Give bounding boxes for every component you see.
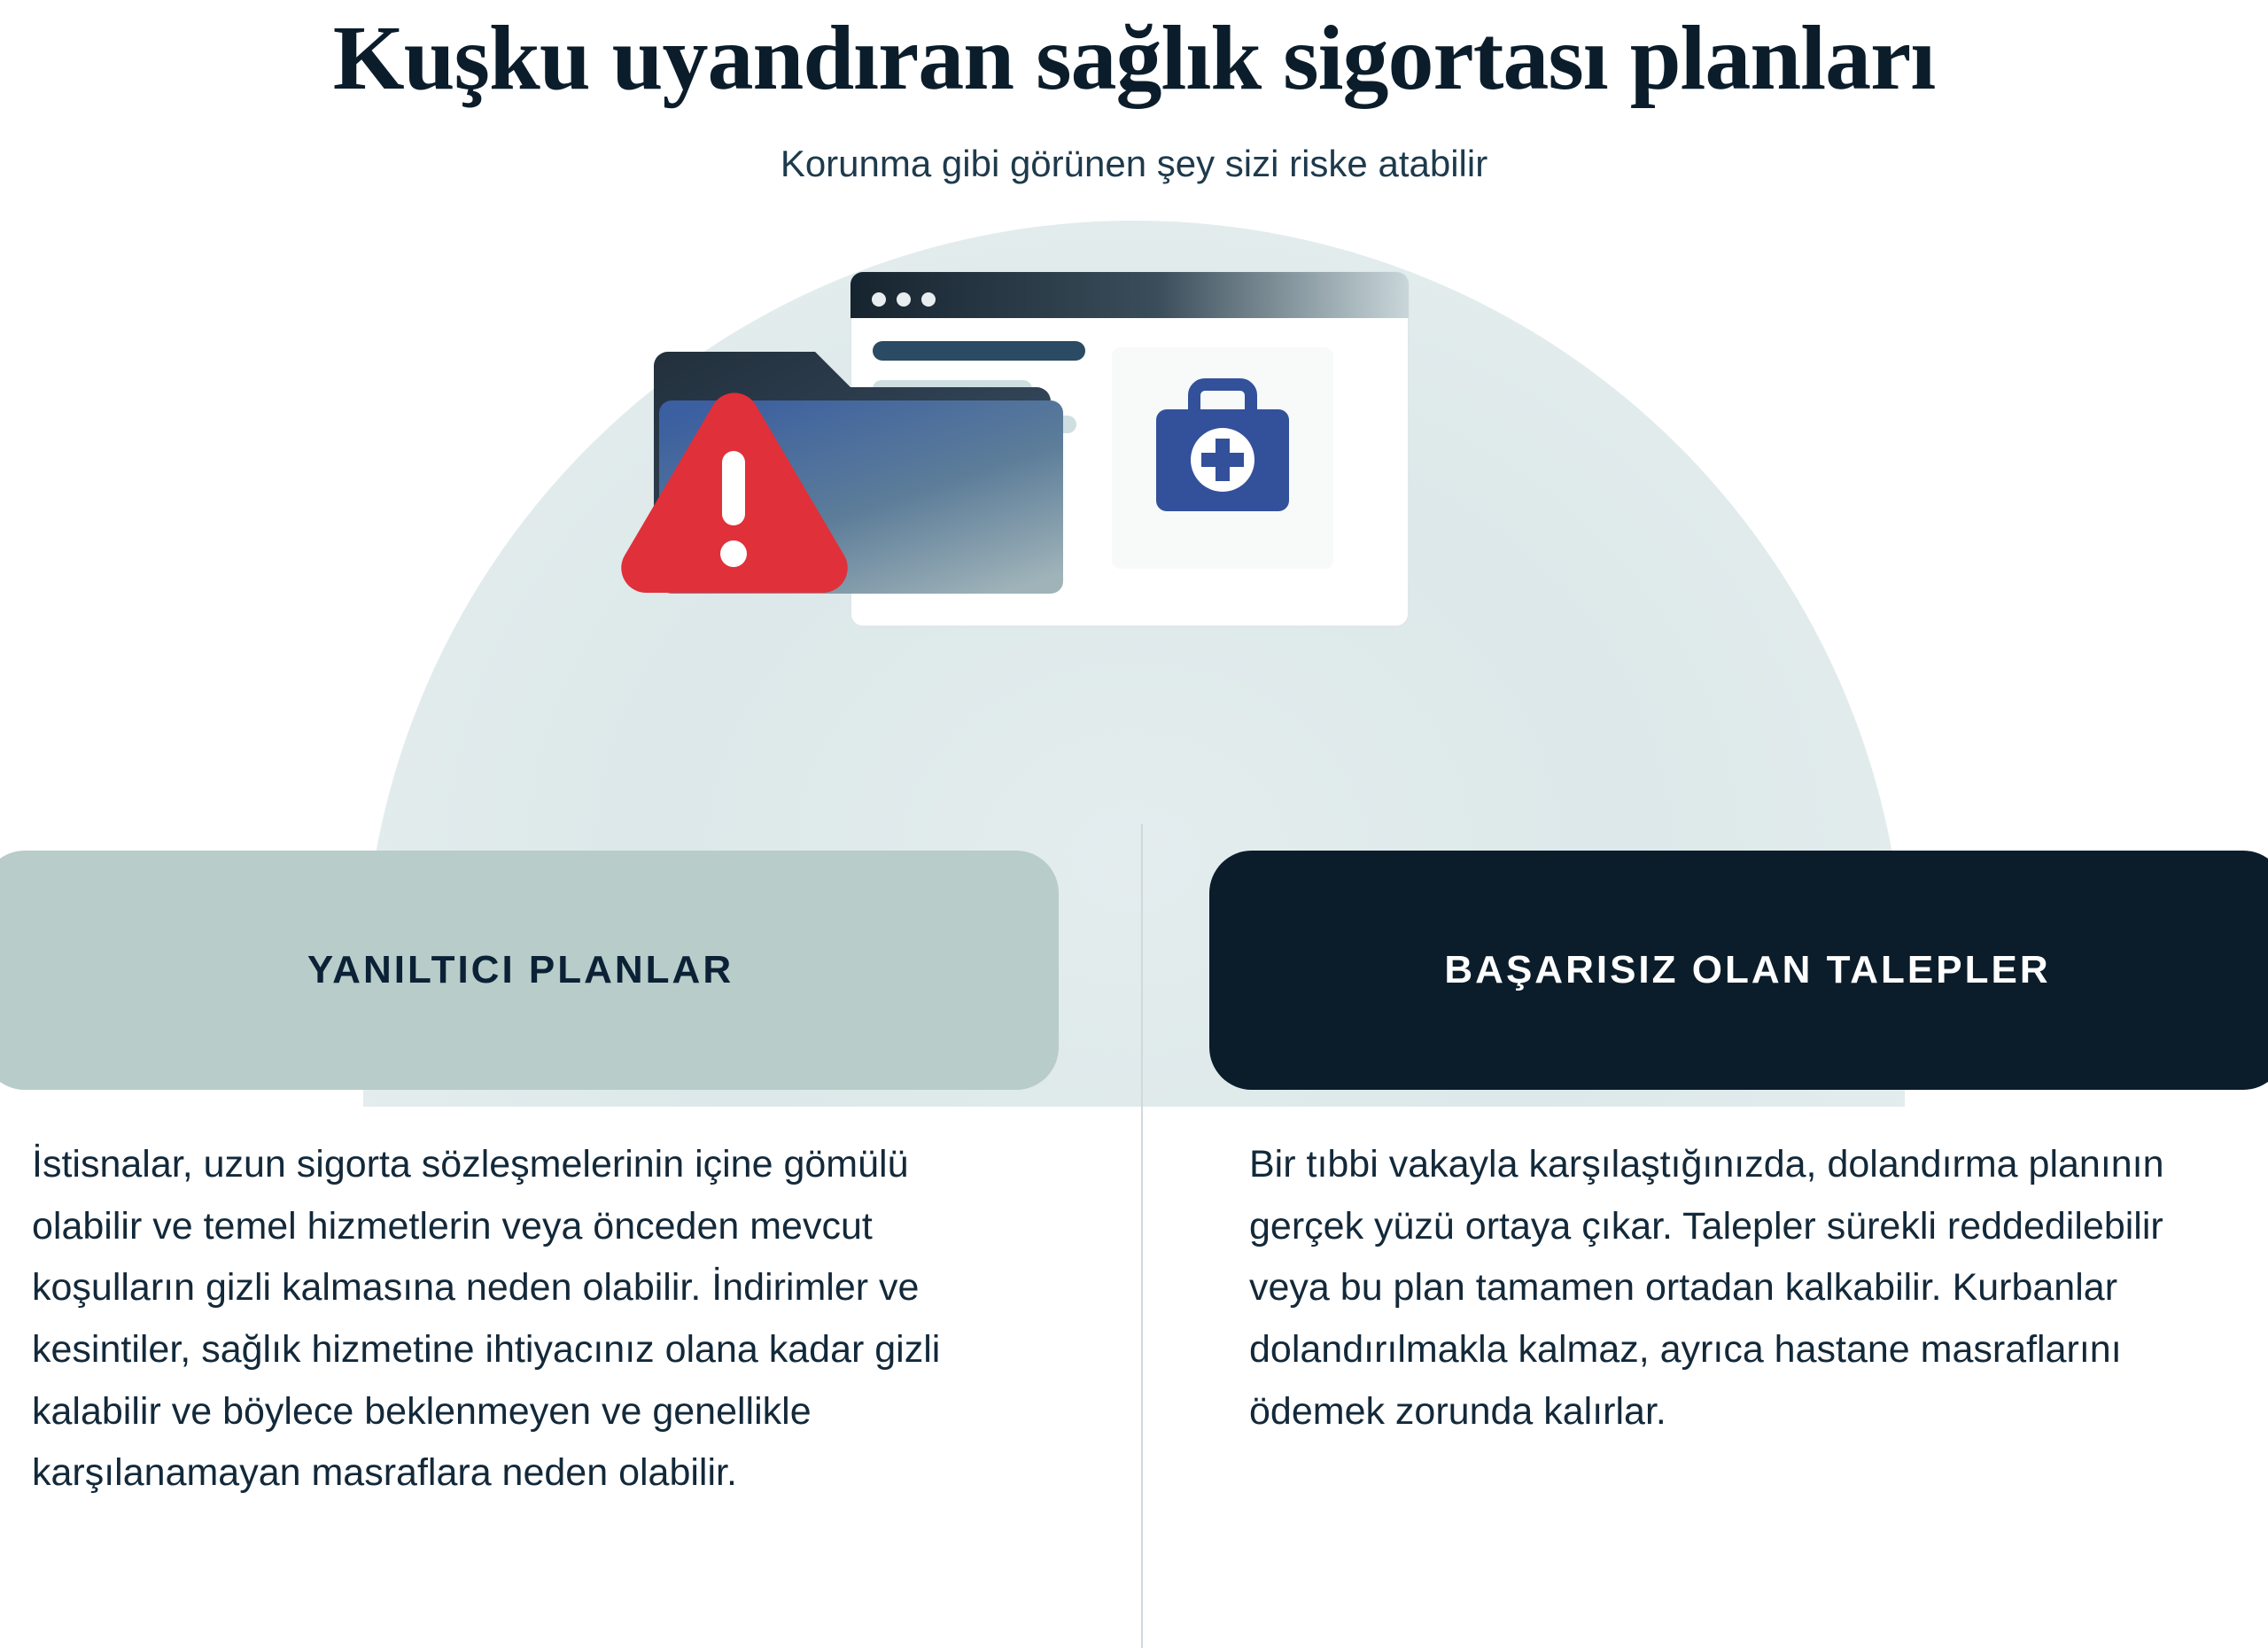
header (0, 0, 2268, 189)
column-left (0, 1134, 1134, 1504)
pill-label-right: BAŞARISIZ OLAN TALEPLER (1444, 948, 2051, 991)
page-subtitle: Korunma gibi görünen şey sizi riske atabilir (780, 143, 1488, 185)
illustration-art (558, 245, 1710, 799)
medical-kit-icon (1112, 347, 1333, 569)
pill-misleading-plans (0, 851, 1059, 1090)
illustration (0, 221, 2268, 788)
body-columns (0, 1134, 2268, 1504)
page-title: Kuşku uyandıran sağlık sigortası planları (332, 7, 1936, 109)
body-text-left: İstisnalar, uzun sigorta sözleşmelerinin içine gömülü olabilir ve temel hizmetlerin veya önceden mevcut koşulların gizli kalmasına neden olabilir. İndirimler ve kesintiler, sağlık hizmetine ihtiyacınız olana kadar gizli kalabilir ve böylece beklenmeyen ve genellikle karşılanamayan masraflara neden olabilir. (32, 1143, 941, 1495)
pill-label-left: YANILTICI PLANLAR (307, 948, 734, 991)
section-pills (0, 851, 2268, 1099)
pill-failed-claims (1209, 851, 2268, 1090)
column-right (1134, 1134, 2268, 1504)
body-text-right: Bir tıbbi vakayla karşılaştığınızda, dolandırma planının gerçek yüzü ortaya çıkar. Talepler sürekli reddedilebilir veya bu plan tamamen ortadan kalkabilir. Kurbanlar dolandırılmakla kalmaz, ayrıca hastane masraflarını ödemek zorunda kalırlar. (1249, 1143, 2164, 1433)
